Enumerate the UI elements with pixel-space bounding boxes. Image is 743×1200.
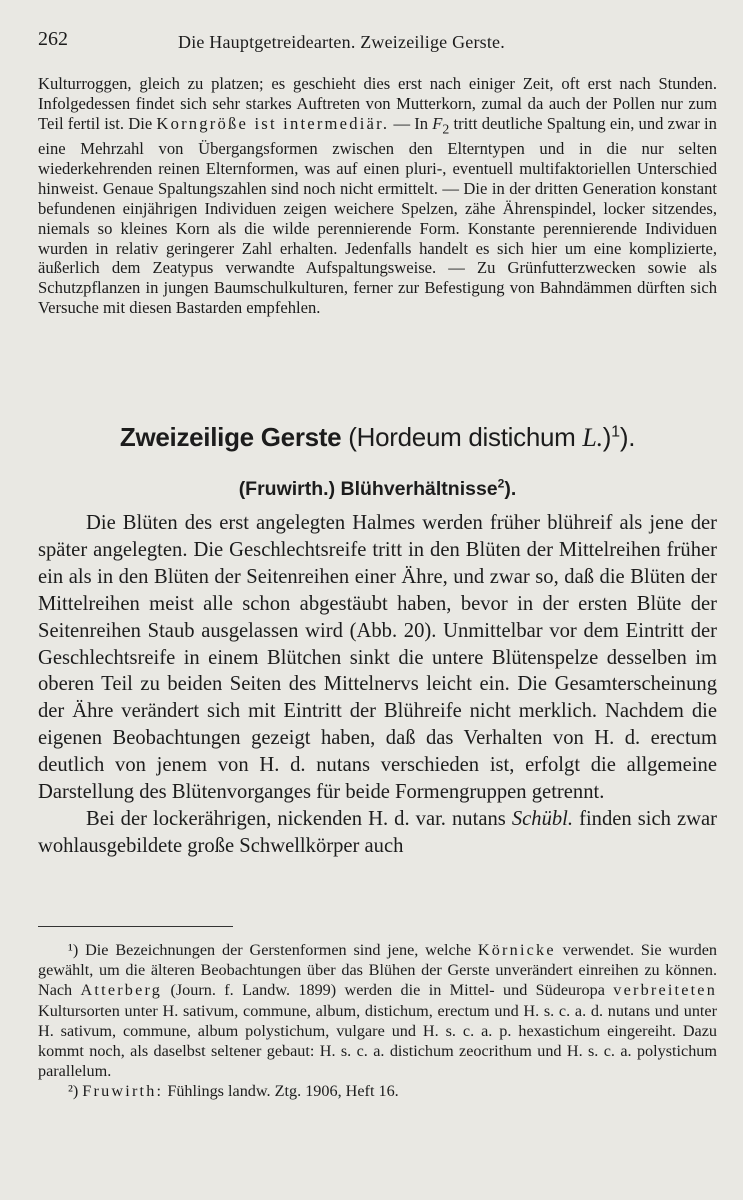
footnote-1-mark: ¹) <box>68 941 79 959</box>
footnote-ref-2: 2 <box>497 476 505 491</box>
subsection-close: ). <box>504 478 517 500</box>
section-title: Zweizeilige Gerste <box>119 422 342 452</box>
footnote-1 <box>38 940 717 1081</box>
body-p2-end: finden sich zwar wohlausgebildete große Schwellkörper auch <box>38 807 717 857</box>
main-text <box>38 510 717 860</box>
intro-text-part3: tritt deutliche Spaltung ein, und zwar in eine Mehrzahl von Übergangsformen zwischen den Elterntypen und in die nur selten wiederkehrenden reinen Elternformen, was auf einen pluri-, eventuell multifaktoriellen Unterschied hinweist. Genaue Spaltungszahlen sind noch nicht ermittelt. — Die in der dritten Generation konstant befundenen einjährigen Individuen zeigen weichere Spelzen, zähe Ährenspindel, locker sitzendes, niemals so kleines Korn als die wilde perennierende Form. Konstante perennierende Individuen wurden in relativ geringerer Zahl erhalten. Jedenfalls handelt es sich hier um eine komplizierte, äußerlich dem Zeatypus verwandte Aufspaltungsweise. — Zu Grünfutterzwecken sowie als Schutzpflanzen in jungen Baumschulkulturen, ferner zur Befestigung von Bahndämmen dürften sich Versuche mit diesen Bastarden empfehlen. <box>38 113 717 318</box>
footnote-1-atterberg: Atterberg <box>80 981 163 1000</box>
intro-spaced-text: Korngröße ist intermediär. <box>156 113 390 133</box>
section-latin-name: (Hordeum distichum <box>348 422 583 452</box>
section-author: L. <box>582 423 603 452</box>
subsection-author: (Fruwirth.) <box>238 478 336 500</box>
subsection-title: Blühverhältnisse <box>340 478 498 500</box>
section-heading <box>38 422 717 453</box>
footnotes <box>38 940 717 1102</box>
footnote-1-koernicke: Körnicke <box>477 941 556 959</box>
subsection-heading <box>38 478 717 501</box>
heading-ref-close: ) <box>619 422 629 452</box>
body-p2-author: Schübl. <box>511 807 574 830</box>
footnote-1-verbreiteten: verbreiteten <box>613 981 717 1000</box>
page-header <box>38 26 713 56</box>
section-paren-close: ) <box>602 422 612 452</box>
running-title: Die Hauptgetreidearten. Zweizeilige Gerste. <box>178 32 505 52</box>
generation-symbol: F <box>432 113 443 133</box>
body-p2-start: Bei der lockerährigen, nickenden H. d. var. nutans <box>86 807 512 830</box>
intro-text-part2: — In <box>389 113 433 133</box>
body-paragraph-1: Die Blüten des erst angelegten Halmes werden früher blühreif als jene der später angelegten. Die Geschlechtsreife tritt in den Blüten der Mittelreihen früher ein als in den Blüten der Seitenreihen einer Ähre, und zwar so, daß die Blüten der Mittelreihen meist alle schon abgestäubt haben, bevor in der ersten Blüte der Seitenreihen Staub ausgelassen wird (Abb. 20). Unmittelbar vor dem Eintritt der Geschlechtsreife in einem Blütchen sinkt die untere Blütenspelze desselben im oberen Teil zu beiden Seiten des Mittelnervs leicht ein. Die Gesamterscheinung der Ähre verändert sich mit Eintritt der Blühreife nicht merklich. Nachdem die eigenen Beobachtungen gezeigt haben, daß das Verhalten von H. d. erectum deutlich von jenem von H. d. nutans verschieden ist, erfolgt die allgemeine Darstellung des Blütenvorganges für beide Formengruppen getrennt. <box>38 512 717 804</box>
footnote-1-text-b: verwendet. Sie wurden gewählt, um die älteren Beobachtungen über das Blühen der Gerste unverändert einreihen zu können. Nach <box>38 941 717 1000</box>
footnote-1-text-c: (Journ. f. Landw. 1899) werden die in Mittel- und Südeuropa <box>162 981 614 1000</box>
footnote-1-text-a: Die Bezeichnungen der Gerstenformen sind jene, welche <box>78 941 478 959</box>
generation-subscript: 2 <box>442 121 450 137</box>
footnote-1-text-d: Kultursorten unter H. sativum, commune, album, distichum, erectum und H. s. c. a. d. nutans und unter H. sativum, commune, album polystichum, vulgare und H. s. c. a. p. hexastichum eingereiht. Dazu kommt noch, als daselbst seltener gebaut: H. s. c. a. distichum zeocrithum und H. s. c. a. polystichum parallelum. <box>38 1001 717 1081</box>
footnote-divider <box>38 926 233 927</box>
heading-period: . <box>628 422 636 452</box>
footnote-2-text: Fühlings landw. Ztg. 1906, Heft 16. <box>163 1082 399 1101</box>
footnote-2-mark: ²) <box>68 1082 79 1101</box>
intro-text-part1: Kulturroggen, gleich zu platzen; es geschieht dies erst nach einiger Zeit, oft erst nach Stunden. Infolgedessen findet sich sehr starkes Auftreten von Mutterkorn, zumal da auch der Pollen nur zum Teil fertil ist. Die <box>38 74 717 133</box>
body-paragraph-2 <box>38 806 717 860</box>
footnote-2-fruwirth: Fruwirth: <box>82 1082 164 1101</box>
footnote-2 <box>38 1081 717 1101</box>
page-number: 262 <box>38 28 68 50</box>
footnote-ref-1: 1 <box>611 422 620 441</box>
intro-paragraph <box>38 74 717 318</box>
